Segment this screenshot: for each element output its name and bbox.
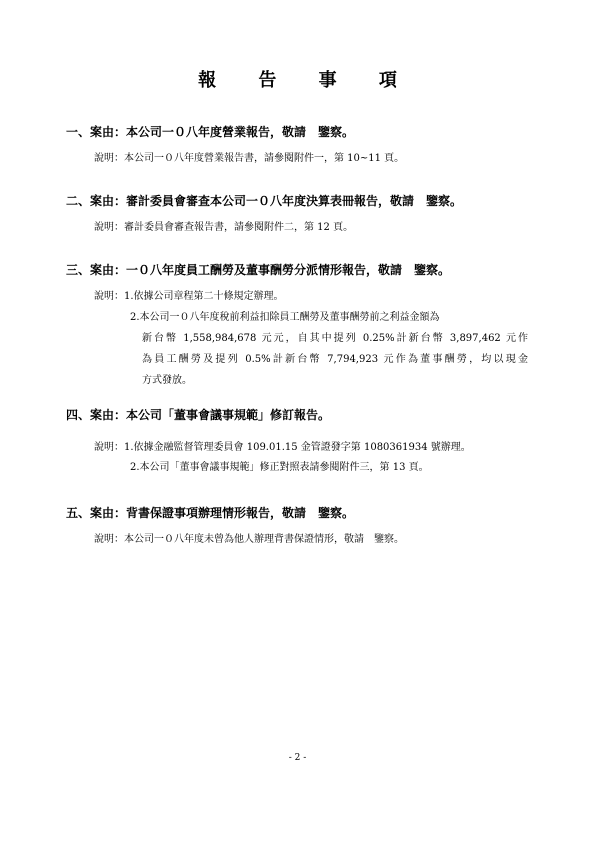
item-1-description: 說明：本公司一０八年度營業報告書，請參閱附件一，第 10~11 頁。 (94, 153, 405, 164)
item-4-heading: 四、案由：本公司「董事會議事規範」修訂報告。 (66, 408, 331, 422)
item-5-heading: 五、案由：背書保證事項辦理情形報告，敬請 鑒察。 (66, 506, 355, 520)
item-2-heading: 二、案由：審計委員會審查本公司一０八年度決算表冊報告，敬請 鑒察。 (66, 194, 463, 208)
item-4-description-line-1: 說明：1.依據金融監督管理委員會 109.01.15 金管證發字第 1080361934 號辦理。 (94, 442, 471, 453)
item-4-description-line-2: 2.本公司「董事會議事規範」修正對照表請參閱附件三，第 13 頁。 (130, 462, 429, 473)
item-3-heading: 三、案由：一０八年度員工酬勞及董事酬勞分派情形報告，敬請 鑒察。 (66, 263, 451, 277)
item-5-description: 說明：本公司一０八年度未曾為他人辦理背書保證情形，敬請 鑒察。 (94, 534, 404, 545)
item-3-description-line-2: 2.本公司一０八年度稅前利益扣除員工酬勞及董事酬勞前之利益金額為 (130, 312, 440, 323)
item-2-description: 說明：審計委員會審查報告書，請參閱附件二，第 12 頁。 (94, 222, 354, 233)
item-3-description-line-1: 說明：1.依據公司章程第二十條規定辦理。 (94, 291, 284, 302)
page-title: 報 告 事 項 (198, 70, 415, 91)
item-3-description-line-4: 為員工酬勞及提列 0.5%計新台幣 7,794,923 元作為董事酬勞，均以現金 (142, 354, 528, 365)
item-3-description-line-3: 新台幣 1,558,984,678 元元，自其中提列 0.25%計新台幣 3,897,462 元作 (142, 333, 528, 344)
item-1-heading: 一、案由：本公司一０八年度營業報告，敬請 鑒察。 (66, 125, 355, 139)
item-3-description-line-5: 方式發放。 (142, 375, 192, 386)
page-number: - 2 - (288, 753, 307, 763)
item-3-description-paragraph (130, 307, 528, 391)
